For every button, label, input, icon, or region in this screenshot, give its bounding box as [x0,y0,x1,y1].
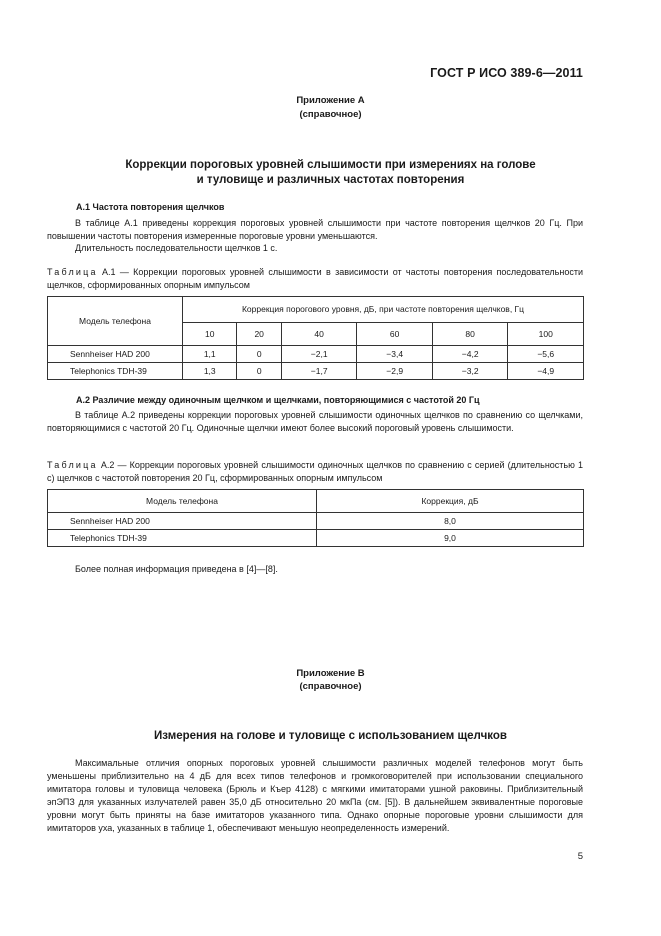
table-a1-header-freq: 20 [237,322,281,345]
appendix-b-subtitle: (справочное) [299,681,362,692]
table-a1-value-cell: 0 [237,346,281,363]
section-a1-paragraph: В таблице А.1 приведены коррекция пороговых уровней слышимости при частоте повторения щелчков 20 Гц. При повышении частоты повторения измеренные пороговые уровни уменьшаются. [47,218,583,241]
table-row [48,363,584,380]
table-a1-caption [47,266,583,291]
more-info-text: Более полная информация приведена в [4]—[8]. [75,564,278,574]
table-a1-header-freq: 10 [183,322,237,345]
table-a2-value-cell: 9,0 [317,530,584,547]
table-row [48,530,584,547]
table-a1-header-freq: 40 [281,322,357,345]
table-a2-header-correction: Коррекция, дБ [317,490,584,513]
table-a1-value-cell: −5,6 [508,346,584,363]
table-a1-caption-text: А.1 — Коррекции пороговых уровней слышимости в зависимости от частоты повторения последовательности щелчков, сформированных опорным импульсом [47,267,583,290]
appendix-a-subtitle: (справочное) [299,109,362,120]
table-a2-model-cell: Telephonics TDH-39 [48,530,317,547]
table-a1-value-cell: −4,2 [432,346,508,363]
table-a1-value-cell: −4,9 [508,363,584,380]
appendix-a-heading-line2: и туловище и различных частотах повторения [196,174,465,186]
table-a1-header-freq: 100 [508,322,584,345]
section-a2-title: А.2 Различие между одиночным щелчком и щелчками, повторяющимися с частотой 20 Гц [76,395,480,405]
table-row [48,346,584,363]
appendix-b-title: Приложение В [296,668,365,679]
table-a2-value-cell: 8,0 [317,513,584,530]
table-a2 [47,489,584,547]
section-a2-paragraph: В таблице А.2 приведены коррекции пороговых уровней слышимости одиночных щелчков по сравнению со щелчками, повторяющимися с частотой 20 Гц. Одиночные щелчки имеют более высокий пороговый уровень слышимости. [47,410,583,433]
table-a2-caption-word: Таблица [47,460,98,470]
table-a2-caption-text: А.2 — Коррекции пороговых уровней слышимости одиночных щелчков по сравнению с серией (длительностью 1 с) щелчков с частотой повторения 20 Гц, сформированных опорным импульсом [47,460,583,483]
table-a1-value-cell: −1,7 [281,363,357,380]
table-a1-value-cell: −3,4 [357,346,433,363]
appendix-a-title: Приложение А [296,95,365,106]
table-a1 [47,296,584,380]
table-a1-header-model: Модель телефона [48,297,183,346]
page-number: 5 [577,851,583,862]
appendix-b-paragraph: Максимальные отличия опорных пороговых уровней слышимости различных моделей телефонов могут быть уменьшены приблизительно на 4 дБ для всех типов телефонов и громкоговорителей при использовании специального имитатора головы и туловища человека (Брюль и Къер 4128) с мягкими имитаторами ушной раковины. Приблизительный эпЭПЗ для указанных излучателей равен 35,0 дБ относительно 20 мкПа (см. [5]). В дальнейшем эквивалентные пороговые уровни могут быть приняты на базе имитаторов указанного типа. Однако опорные пороговые уровни слышимости для имитаторов уха, указанных в таблице 1, обеспечивают меньшую неопределенность измерений. [47,758,583,833]
table-a1-header-freq: 80 [432,322,508,345]
table-a1-value-cell: −2,1 [281,346,357,363]
section-a1-title: А.1 Частота повторения щелчков [76,202,225,212]
table-a1-value-cell: 0 [237,363,281,380]
table-a1-value-cell: 1,3 [183,363,237,380]
table-a1-model-cell: Sennheiser HAD 200 [48,346,183,363]
appendix-b-heading: Измерения на голове и туловище с использованием щелчков [154,730,507,742]
table-a1-header-freq: 60 [357,322,433,345]
appendix-a-heading-line1: Коррекции пороговых уровней слышимости при измерениях на голове [125,159,536,171]
table-a1-model-cell: Telephonics TDH-39 [48,363,183,380]
table-a1-value-cell: −2,9 [357,363,433,380]
document-code: ГОСТ Р ИСО 389-6—2011 [430,66,583,80]
table-a1-value-cell: 1,1 [183,346,237,363]
section-a1-duration: Длительность последовательности щелчков 1 с. [75,243,278,253]
table-row [48,513,584,530]
table-a2-header-model: Модель телефона [48,490,317,513]
table-a1-header-group: Коррекция порогового уровня, дБ, при частоте повторения щелчков, Гц [183,297,584,323]
table-a2-model-cell: Sennheiser HAD 200 [48,513,317,530]
table-a2-caption [47,459,583,484]
table-a1-value-cell: −3,2 [432,363,508,380]
table-a1-caption-word: Таблица [47,267,98,277]
